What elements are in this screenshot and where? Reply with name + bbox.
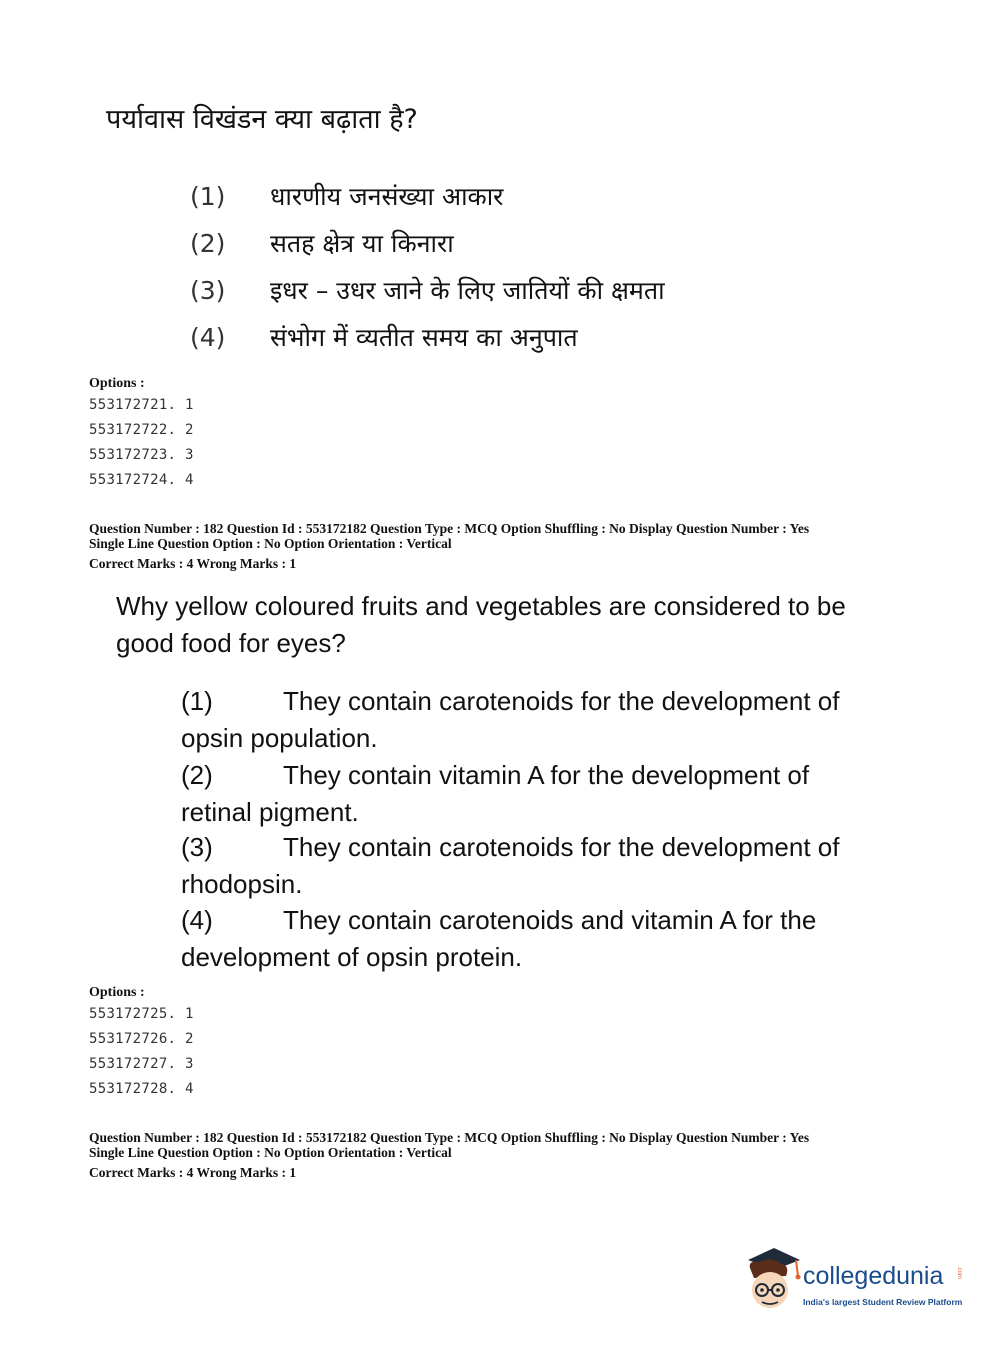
- logo-wordmark: collegedunia: [803, 1262, 944, 1290]
- option-text: संभोग में व्यतीत समय का अनुपात: [270, 323, 578, 352]
- option-number: (1): [181, 686, 213, 716]
- question-meta-line1: Question Number : 182 Question Id : 553172182 Question Type : MCQ Option Shuffling : No Display Question Number : Yes: [89, 521, 810, 536]
- question-2-option-4: [181, 902, 861, 976]
- logo-tagline: India's largest Student Review Platform: [803, 1297, 963, 1307]
- option-number: (1): [190, 182, 226, 211]
- options-label: Options :: [89, 985, 145, 1000]
- question-1-option-4: [190, 321, 578, 355]
- logo-dotcom: .com: [956, 1266, 962, 1280]
- question-1-option-2: [190, 227, 454, 261]
- option-number: (3): [181, 832, 213, 862]
- option-id: 553172721. 1: [89, 397, 194, 413]
- question-1-option-1: [190, 180, 503, 214]
- option-text: They contain carotenoids for the development of opsin population.: [181, 686, 840, 753]
- option-text: They contain carotenoids for the development of rhodopsin.: [181, 832, 840, 899]
- option-number: (2): [181, 760, 213, 790]
- option-text: They contain vitamin A for the development of retinal pigment.: [181, 760, 810, 827]
- option-id: 553172724. 4: [89, 472, 194, 488]
- question-meta-line2: Single Line Question Option : No Option Orientation : Vertical: [89, 536, 452, 551]
- option-id: 553172722. 2: [89, 422, 194, 438]
- option-text: They contain carotenoids and vitamin A for the development of opsin protein.: [181, 905, 817, 972]
- question-meta-line2: Single Line Question Option : No Option Orientation : Vertical: [89, 1145, 452, 1160]
- option-text: सतह क्षेत्र या किनारा: [270, 229, 454, 258]
- question-2-option-2: [181, 757, 861, 831]
- question-meta-line1: Question Number : 182 Question Id : 553172182 Question Type : MCQ Option Shuffling : No Display Question Number : Yes: [89, 1130, 810, 1145]
- option-id: 553172728. 4: [89, 1081, 194, 1097]
- option-number: (4): [181, 905, 213, 935]
- options-label: Options :: [89, 376, 145, 391]
- question-2-text: Why yellow coloured fruits and vegetables are considered to be good food for eyes?: [116, 591, 846, 658]
- option-number: (2): [190, 229, 226, 258]
- question-2-option-1: [181, 683, 861, 757]
- option-text: इधर – उधर जाने के लिए जातियों की क्षमता: [270, 276, 665, 305]
- option-text: धारणीय जनसंख्या आकार: [270, 182, 504, 211]
- question-1-text: पर्यावास विखंडन क्या बढ़ाता है?: [106, 104, 418, 135]
- question-marks: Correct Marks : 4 Wrong Marks : 1: [89, 1165, 297, 1180]
- option-id: 553172725. 1: [89, 1006, 194, 1022]
- question-2-option-3: [181, 829, 861, 903]
- option-id: 553172723. 3: [89, 447, 194, 463]
- option-id: 553172727. 3: [89, 1056, 194, 1072]
- option-id: 553172726. 2: [89, 1031, 194, 1047]
- question-1-option-3: [190, 274, 665, 308]
- collegedunia-mascot-icon: [740, 1246, 802, 1314]
- option-number: (4): [190, 323, 226, 352]
- option-number: (3): [190, 276, 226, 305]
- question-marks: Correct Marks : 4 Wrong Marks : 1: [89, 556, 297, 571]
